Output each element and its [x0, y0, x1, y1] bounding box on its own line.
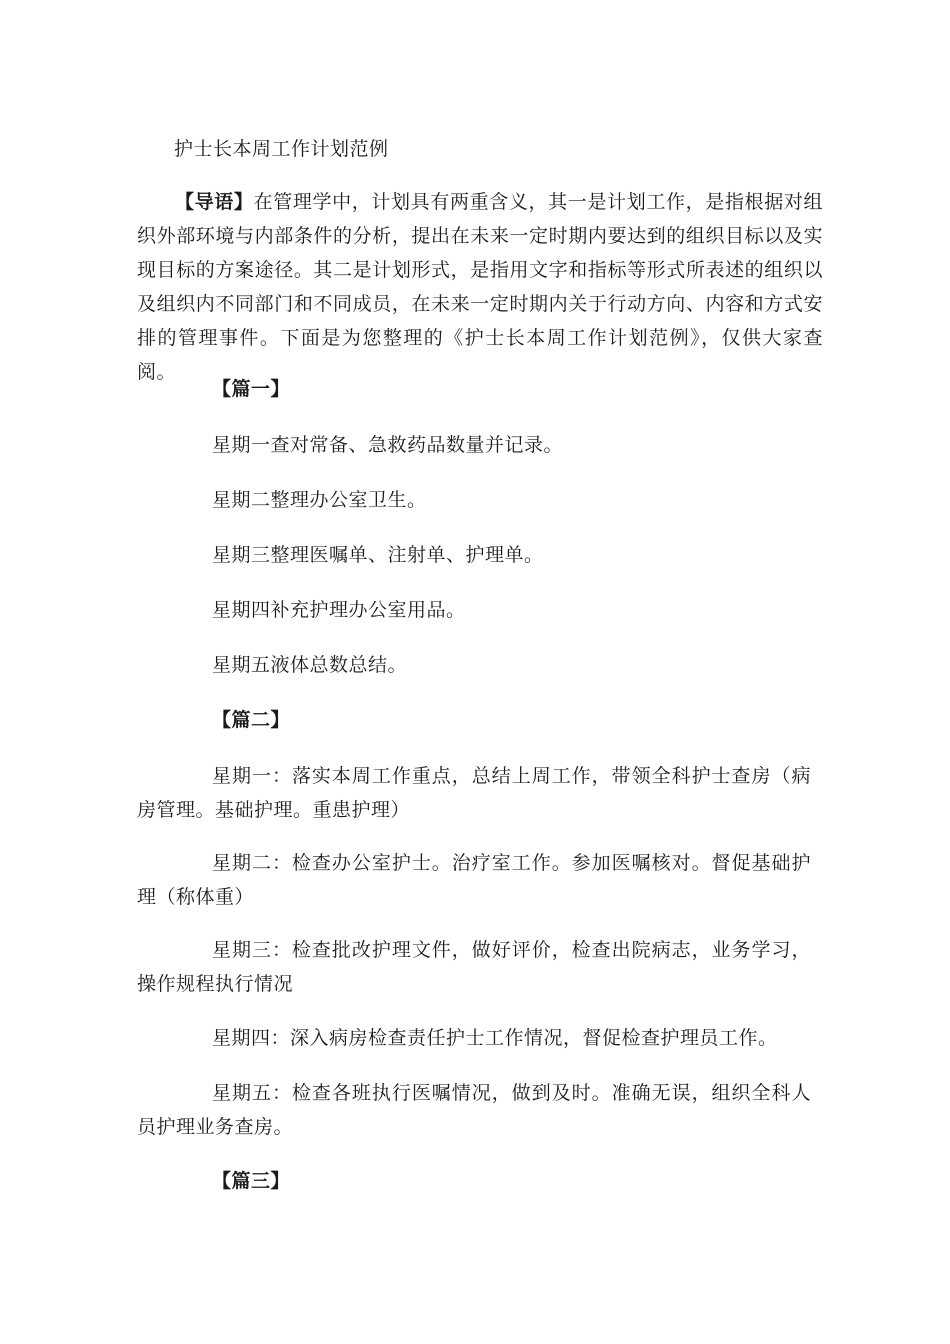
list-item: 星期四：深入病房检查责任护士工作情况，督促检查护理员工作。: [212, 1027, 778, 1049]
section3-heading: 【篇三】: [212, 1170, 291, 1192]
list-item: 星期一查对常备、急救药品数量并记录。: [212, 434, 564, 456]
list-item: 星期四补充护理办公室用品。: [212, 599, 466, 621]
intro-tag: 【导语】: [175, 191, 254, 213]
list-item: 星期三：检查批改护理文件，做好评价，检查出院病志，业务学习，操作规程执行情况: [137, 939, 811, 995]
list-item: 星期五液体总数总结。: [212, 654, 408, 676]
list-item: 星期三整理医嘱单、注射单、护理单。: [212, 544, 544, 566]
document-title: 护士长本周工作计划范例: [174, 138, 389, 160]
section2-heading: 【篇二】: [212, 709, 291, 731]
intro-paragraph: [137, 185, 823, 389]
section1-heading: 【篇一】: [212, 378, 291, 400]
list-item: 星期二：检查办公室护士。治疗室工作。参加医嘱核对。督促基础护理（称体重）: [137, 852, 811, 908]
list-item: 星期五：检查各班执行医嘱情况，做到及时。准确无误，组织全科人员护理业务查房。: [137, 1082, 811, 1138]
list-item: 星期二整理办公室卫生。: [212, 489, 427, 511]
intro-text: 在管理学中，计划具有两重含义，其一是计划工作，是指根据对组织外部环境与内部条件的分析，提出在未来一定时期内要达到的组织目标以及实现目标的方案途径。其二是计划形式，是指用文字和指标等形式所表述的组织以及组织内不同部门和不同成员，在未来一定时期内关于行动方向、内容和方式安排的管理事件。下面是为您整理的《护士长本周工作计划范例》，仅供大家查阅。: [137, 191, 823, 383]
list-item: 星期一：落实本周工作重点，总结上周工作，带领全科护士查房（病房管理。基础护理。重患护理）: [137, 765, 811, 821]
